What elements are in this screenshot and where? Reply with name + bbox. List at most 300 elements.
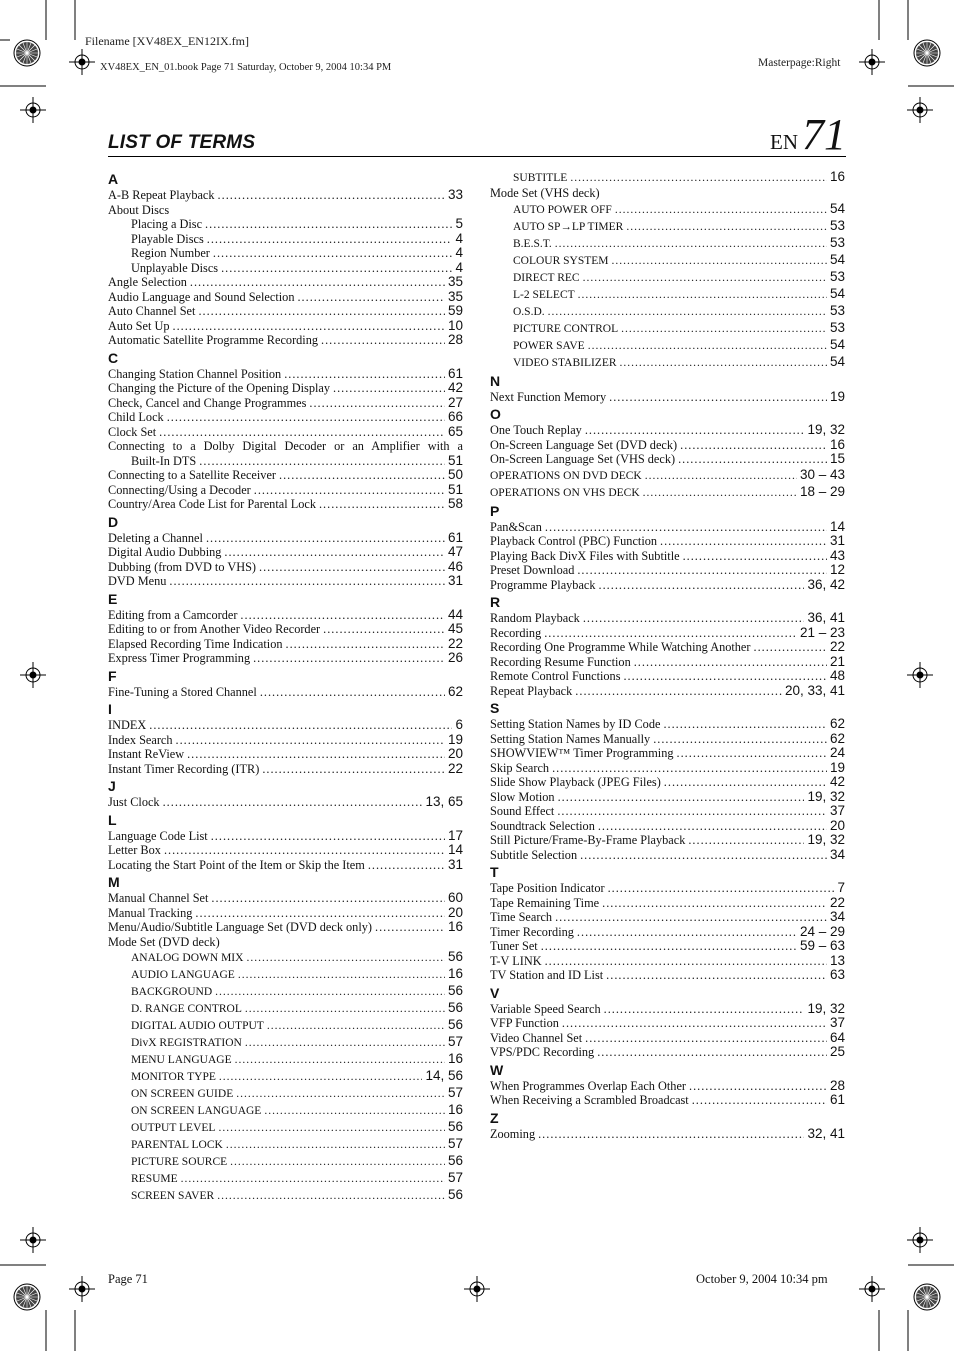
leader-dots xyxy=(218,1120,445,1136)
index-entry xyxy=(108,966,463,983)
index-entry xyxy=(490,1016,845,1031)
index-entry xyxy=(108,1085,463,1102)
leader-dots xyxy=(583,611,805,626)
index-entry xyxy=(108,858,463,873)
index-entry xyxy=(490,910,845,925)
section-letter: Z xyxy=(490,1109,499,1126)
entry-page: 37 xyxy=(829,803,845,818)
index-entry xyxy=(490,578,845,593)
entry-label: Tape Position Indicator xyxy=(490,881,605,895)
index-entry xyxy=(490,354,845,371)
entry-label: Manual Tracking xyxy=(108,905,193,920)
index-entry xyxy=(490,746,845,761)
leader-dots xyxy=(236,1086,445,1102)
index-entry xyxy=(108,762,463,777)
index-entry xyxy=(490,337,845,354)
entry-page: 63 xyxy=(829,967,845,982)
leader-dots xyxy=(279,468,445,483)
index-entry xyxy=(490,549,845,564)
entry-label: RESUME xyxy=(131,1173,178,1185)
index-entry xyxy=(490,640,845,655)
index-entry xyxy=(490,303,845,320)
entry-page: 61 xyxy=(447,529,463,545)
index-entry xyxy=(490,848,845,863)
entry-label: Region Number xyxy=(131,246,210,260)
entry-label: Clock Set xyxy=(108,424,157,439)
entry-page: 31 xyxy=(447,573,463,588)
index-entry xyxy=(490,286,845,303)
index-entry xyxy=(108,843,463,858)
leader-dots xyxy=(230,1154,445,1170)
index-entry xyxy=(108,439,463,454)
entry-page: 31 xyxy=(447,856,463,872)
entry-label: Timer Recording xyxy=(490,924,574,939)
leader-dots xyxy=(253,651,445,666)
leader-dots xyxy=(626,219,827,235)
index-entry xyxy=(108,333,463,348)
entry-page: 42 xyxy=(447,380,463,395)
entry-page: 22 xyxy=(447,760,463,776)
entry-page: 16 xyxy=(829,436,845,452)
entry-label: Mode Set (DVD deck) xyxy=(108,934,220,949)
index-entry xyxy=(490,169,845,186)
entry-label: Video Channel Set xyxy=(490,1030,583,1045)
leader-dots xyxy=(602,896,827,911)
index-entry xyxy=(108,1068,463,1085)
leader-dots xyxy=(653,732,827,747)
entry-label: Editing to or from Another Video Recorder xyxy=(108,622,321,636)
entry-label: POWER SAVE xyxy=(513,339,585,352)
index-entry xyxy=(108,454,463,469)
entry-label: Elapsed Recording Time Indication xyxy=(108,636,283,651)
leader-dots xyxy=(190,275,445,290)
leader-dots xyxy=(583,270,827,286)
entry-label: VIDEO STABILIZER xyxy=(513,356,617,369)
index-entry xyxy=(108,396,463,411)
entry-page: 21 – 23 xyxy=(799,624,845,640)
entry-page: 56 xyxy=(447,1000,463,1015)
leader-dots xyxy=(215,984,445,1000)
entry-label: Setting Station Names Manually xyxy=(490,731,651,746)
entry-label: Instant ReView xyxy=(108,747,185,761)
leader-dots xyxy=(375,920,445,935)
entry-label: PICTURE CONTROL xyxy=(513,322,619,335)
index-entry xyxy=(490,684,845,699)
index-entry xyxy=(490,968,845,983)
index-entry xyxy=(490,717,845,732)
index-entry xyxy=(108,608,463,623)
entry-page: 24 – 29 xyxy=(799,923,845,939)
entry-label: Changing Station Channel Position xyxy=(108,366,282,381)
entry-label: MONITOR TYPE xyxy=(131,1071,216,1083)
entry-label: Check, Cancel and Change Programmes xyxy=(108,395,307,410)
leader-dots xyxy=(226,1137,445,1153)
index-entry xyxy=(108,304,463,319)
index-column-left xyxy=(108,169,463,1204)
entry-label: OUTPUT LEVEL xyxy=(131,1122,216,1134)
entry-label: DIRECT REC xyxy=(513,271,580,284)
entry-page: 19, 32 xyxy=(807,422,845,437)
leader-dots xyxy=(199,454,445,469)
entry-page: 35 xyxy=(447,288,463,304)
index-entry xyxy=(108,1153,463,1170)
section-letter: R xyxy=(490,594,501,610)
leader-dots xyxy=(213,246,453,261)
index-entry xyxy=(490,611,845,626)
index-entry xyxy=(490,201,845,218)
entry-label: Connecting to a Satellite Receiver xyxy=(108,468,277,482)
entry-label: Language Code List xyxy=(108,828,208,843)
index-entry xyxy=(108,410,463,425)
leader-dots xyxy=(235,1052,445,1068)
section-letter: M xyxy=(108,874,120,890)
entry-page: 53 xyxy=(829,319,845,335)
section-letter: L xyxy=(108,811,117,828)
leader-dots xyxy=(545,520,827,535)
index-entry xyxy=(108,1051,463,1068)
entry-page: 34 xyxy=(829,909,845,924)
entry-page: 26 xyxy=(447,650,463,665)
index-entry xyxy=(108,1000,463,1017)
entry-page: 20, 33, 41 xyxy=(784,682,845,698)
entry-label: A-B Repeat Playback xyxy=(108,188,215,202)
entry-label: AUTO SP→LP TIMER xyxy=(513,220,624,233)
entry-label: Connecting/Using a Decoder xyxy=(108,482,251,497)
leader-dots xyxy=(206,531,445,546)
index-entry xyxy=(108,1034,463,1051)
entry-page: 30 – 43 xyxy=(799,466,845,482)
leader-dots xyxy=(181,1171,445,1187)
entry-label: O.S.D. xyxy=(513,305,545,318)
entry-page: 53 xyxy=(829,217,845,233)
entry-label: D. RANGE CONTROL xyxy=(131,1003,242,1015)
leader-dots xyxy=(240,608,445,623)
leader-dots xyxy=(264,1103,445,1119)
entry-page: 54 xyxy=(829,251,845,267)
entry-label: Placing a Disc xyxy=(131,217,203,231)
section-letter: N xyxy=(490,372,501,389)
leader-dots xyxy=(606,968,827,983)
entry-page: 6 xyxy=(455,717,463,732)
entry-page: 61 xyxy=(829,1092,845,1107)
leader-dots xyxy=(195,906,445,921)
entry-label: Locating the Start Point of the Item or Skip the Item xyxy=(108,857,365,872)
entry-page: 4 xyxy=(455,245,463,260)
header-filename: Filename [XV48EX_EN12IX.fm] xyxy=(85,34,249,48)
leader-dots xyxy=(548,304,827,320)
footer-page: Page 71 xyxy=(108,1272,148,1286)
entry-page: 54 xyxy=(829,200,845,216)
entry-page: 20 xyxy=(447,904,463,920)
index-entry xyxy=(108,1017,463,1034)
index-entry xyxy=(490,775,845,790)
leader-dots xyxy=(221,261,452,276)
leader-dots xyxy=(609,390,827,405)
entry-page: 16 xyxy=(447,919,463,934)
leader-dots xyxy=(267,1018,445,1034)
leader-dots xyxy=(615,202,827,218)
index-entry xyxy=(108,733,463,748)
index-entry xyxy=(108,718,463,733)
entry-page: 64 xyxy=(829,1029,845,1045)
title-row xyxy=(108,110,846,159)
index-entry xyxy=(490,534,845,549)
index-entry xyxy=(490,790,845,805)
leader-dots xyxy=(577,563,827,578)
entry-label: Programme Playback xyxy=(490,577,596,592)
entry-page: 7 xyxy=(837,880,845,895)
entry-label: Slow Motion xyxy=(490,789,555,804)
entry-page: 61 xyxy=(447,365,463,381)
entry-page: 4 xyxy=(455,259,463,275)
leader-dots xyxy=(187,747,445,762)
index-entry xyxy=(108,560,463,575)
entry-label: ANALOG DOWN MIX xyxy=(131,952,244,964)
entry-page: 17 xyxy=(447,827,463,843)
entry-label: DIGITAL AUDIO OUTPUT xyxy=(131,1020,264,1032)
index-entry xyxy=(490,881,845,896)
entry-label: INDEX xyxy=(108,718,147,732)
leader-dots xyxy=(245,1035,445,1051)
entry-page: 22 xyxy=(829,894,845,910)
leader-dots xyxy=(577,925,797,940)
entry-page: 31 xyxy=(829,533,845,548)
entry-label: L-2 SELECT xyxy=(513,288,575,301)
index-entry xyxy=(108,497,463,512)
entry-page: 15 xyxy=(829,451,845,466)
page-number xyxy=(770,109,846,160)
entry-page: 56 xyxy=(447,949,463,964)
entry-page: 13, 65 xyxy=(425,794,463,809)
entry-label: One Touch Replay xyxy=(490,423,582,437)
leader-dots xyxy=(623,669,826,684)
index-entry xyxy=(108,275,463,290)
index-entry xyxy=(490,896,845,911)
section-letter: P xyxy=(490,502,500,519)
leader-dots xyxy=(159,425,445,440)
leader-dots xyxy=(678,452,827,467)
entry-page: 4 xyxy=(455,230,463,246)
index-entry xyxy=(108,651,463,666)
index-entry xyxy=(108,685,463,700)
leader-dots xyxy=(585,423,805,438)
entry-label: BACKGROUND xyxy=(131,986,213,998)
leader-dots xyxy=(680,438,827,453)
index-entry xyxy=(108,381,463,396)
entry-label: Index Search xyxy=(108,732,173,747)
index-entry xyxy=(108,1136,463,1153)
leader-dots xyxy=(557,804,827,819)
entry-label: Recording Resume Function xyxy=(490,654,631,669)
entry-label: OPERATIONS ON VHS DECK xyxy=(490,486,640,499)
entry-label: Setting Station Names by ID Code xyxy=(490,717,661,731)
index-entry xyxy=(108,232,463,247)
index-entry xyxy=(490,423,845,438)
section-letter: V xyxy=(490,984,500,1001)
entry-label: Recording xyxy=(490,625,542,640)
index-entry xyxy=(490,833,845,848)
entry-label: Soundtrack Selection xyxy=(490,818,595,833)
entry-label: Just Clock xyxy=(108,795,160,809)
leader-dots xyxy=(262,762,445,777)
index-entry xyxy=(490,819,845,834)
index-entry xyxy=(490,732,845,747)
entry-label: Auto Set Up xyxy=(108,318,170,333)
entry-label: When Receiving a Scrambled Broadcast xyxy=(490,1093,689,1107)
section-letter: O xyxy=(490,406,501,422)
leader-dots xyxy=(645,468,797,484)
entry-page: 19 xyxy=(829,759,845,775)
entry-page: 65 xyxy=(447,423,463,439)
index-entry xyxy=(108,246,463,261)
entry-label: SHOWVIEW™ Timer Programming xyxy=(490,746,674,760)
leader-dots xyxy=(284,367,445,382)
entry-page: 59 xyxy=(447,303,463,318)
leader-dots xyxy=(621,321,827,337)
entry-page: 36, 41 xyxy=(807,610,845,625)
entry-page: 57 xyxy=(447,1170,463,1185)
entry-label: DVD Menu xyxy=(108,574,167,588)
leader-dots xyxy=(211,829,445,844)
entry-label: Next Function Memory xyxy=(490,389,607,404)
entry-page: 51 xyxy=(447,452,463,468)
entry-label: PICTURE SOURCE xyxy=(131,1156,228,1168)
entry-page: 18 – 29 xyxy=(799,483,845,499)
leader-dots xyxy=(149,718,452,733)
leader-dots xyxy=(545,954,827,969)
index-entry xyxy=(108,367,463,382)
entry-page: 16 xyxy=(447,1051,463,1066)
leader-dots xyxy=(620,355,827,371)
leader-dots xyxy=(198,304,445,319)
section-letter: C xyxy=(108,349,119,366)
entry-label: Country/Area Code List for Parental Lock xyxy=(108,497,316,511)
entry-label: SUBTITLE xyxy=(513,172,568,184)
entry-label: OPERATIONS ON DVD DECK xyxy=(490,469,642,482)
entry-page: 32, 41 xyxy=(807,1125,845,1141)
entry-label: TV Station and ID List xyxy=(490,968,604,982)
entry-label: Mode Set (VHS deck) xyxy=(490,186,600,200)
leader-dots xyxy=(297,290,445,305)
leader-dots xyxy=(599,578,805,593)
index-entry xyxy=(490,1031,845,1046)
leader-dots xyxy=(173,319,445,334)
entry-page: 66 xyxy=(447,409,463,424)
leader-dots xyxy=(688,833,804,848)
index-entry xyxy=(108,829,463,844)
entry-label: Slide Show Playback (JPEG Files) xyxy=(490,775,661,789)
leader-dots xyxy=(578,287,827,303)
leader-dots xyxy=(219,1069,423,1085)
entry-label: Dubbing (from DVD to VHS) xyxy=(108,559,257,574)
entry-page: 58 xyxy=(447,496,463,511)
entry-label: Skip Search xyxy=(490,760,550,775)
index-entry xyxy=(108,935,463,950)
index-entry xyxy=(490,452,845,467)
entry-label: Playing Back DivX Files with Subtitle xyxy=(490,548,680,563)
leader-dots xyxy=(612,253,827,269)
section-letter: D xyxy=(108,513,119,530)
leader-dots xyxy=(169,574,445,589)
index-entry xyxy=(490,390,845,405)
index-entry xyxy=(108,891,463,906)
index-entry xyxy=(490,1045,845,1060)
leader-dots xyxy=(309,396,445,411)
section-letter: S xyxy=(490,700,500,716)
index-entry xyxy=(490,320,845,337)
index-entry xyxy=(108,468,463,483)
entry-page: 20 xyxy=(447,746,463,761)
entry-label: Changing the Picture of the Opening Display xyxy=(108,381,330,395)
leader-dots xyxy=(217,1188,445,1204)
index-entry xyxy=(490,804,845,819)
entry-page: 19, 32 xyxy=(807,788,845,804)
entry-label: Random Playback xyxy=(490,611,580,625)
index-entry xyxy=(108,949,463,966)
entry-page: 42 xyxy=(829,774,845,789)
entry-label: Fine-Tuning a Stored Channel xyxy=(108,684,257,699)
entry-label: Subtitle Selection xyxy=(490,847,578,862)
entry-page: 16 xyxy=(829,169,845,184)
index-entry xyxy=(108,1119,463,1136)
page-number-value: 71 xyxy=(802,110,846,159)
entry-label: SCREEN SAVER xyxy=(131,1190,215,1202)
entry-label: Preset Download xyxy=(490,563,575,577)
entry-page: 56 xyxy=(447,983,463,998)
entry-page: 19, 32 xyxy=(807,832,845,847)
index-entry xyxy=(490,954,845,969)
index-entry xyxy=(490,669,845,684)
section-letter: F xyxy=(108,667,117,684)
entry-page: 24 xyxy=(829,745,845,760)
entry-label: T-V LINK xyxy=(490,953,542,968)
leader-dots xyxy=(176,733,445,748)
leader-dots xyxy=(754,640,827,655)
entry-label: Still Picture/Frame-By-Frame Playback xyxy=(490,833,686,847)
entry-label: When Programmes Overlap Each Other xyxy=(490,1078,686,1093)
index-entry xyxy=(490,1127,845,1142)
leader-dots xyxy=(664,775,827,790)
index-entry xyxy=(490,655,845,670)
entry-page: 54 xyxy=(829,353,845,369)
index-entry xyxy=(490,438,845,453)
index-entry xyxy=(108,622,463,637)
index-entry xyxy=(490,1093,845,1108)
index-entry xyxy=(490,186,845,201)
leader-dots xyxy=(660,534,827,549)
leader-dots xyxy=(598,819,827,834)
index-entry xyxy=(490,1002,845,1017)
entry-page: 37 xyxy=(829,1015,845,1030)
language-code: EN xyxy=(770,130,798,154)
entry-label: Recording One Programme While Watching Another xyxy=(490,640,751,654)
entry-page: 22 xyxy=(447,635,463,651)
entry-page: 47 xyxy=(447,544,463,559)
entry-page: 60 xyxy=(447,890,463,905)
entry-page: 53 xyxy=(829,268,845,284)
entry-label: Automatic Satellite Programme Recording xyxy=(108,333,319,347)
entry-page: 56 xyxy=(447,1153,463,1168)
leader-dots xyxy=(597,1045,827,1060)
leader-dots xyxy=(558,790,805,805)
entry-page: 19, 32 xyxy=(807,1000,845,1016)
entry-label: Tape Remaining Time xyxy=(490,895,600,910)
entry-page: 20 xyxy=(829,817,845,833)
entry-label: COLOUR SYSTEM xyxy=(513,254,609,267)
index-entry xyxy=(490,626,845,641)
entry-page: 44 xyxy=(447,606,463,622)
entry-label: Instant Timer Recording (ITR) xyxy=(108,761,260,776)
